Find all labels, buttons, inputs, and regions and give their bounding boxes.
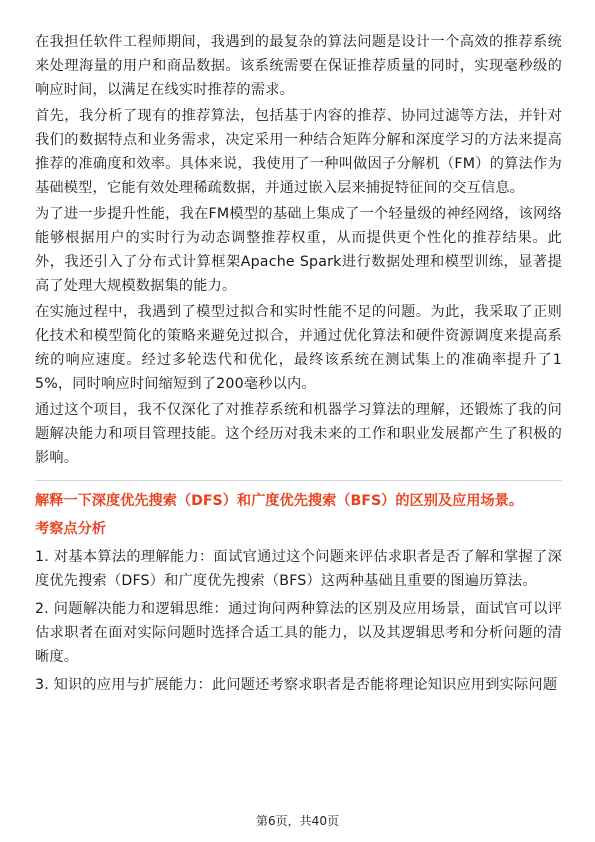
analysis-point: 1. 对基本算法的理解能力：面试官通过这个问题来评估求职者是否了解和掌握了深度优先搜索（DFS）和广度优先搜索（BFS）这两种基础且重要的图遍历算法。 <box>35 549 562 589</box>
section-title: 考察点分析 <box>35 521 106 537</box>
page-number: 第6页，共40页 <box>256 814 339 828</box>
analysis-point: 2. 问题解决能力和逻辑思维：通过询问两种算法的区别及应用场景，面试官可以评估求职者在面对实际问题时选择合适工具的能力，以及其逻辑思考和分析问题的清晰度。 <box>35 601 562 665</box>
analysis-point: 3. 知识的应用与扩展能力：此问题还考察求职者是否能将理论知识应用到实际问题 <box>35 677 558 693</box>
paragraph-conclusion: 通过这个项目，我不仅深化了对推荐系统和机器学习算法的理解，还锻炼了我的问题解决能力和项目管理技能。这个经历对我未来的工作和职业发展都产生了积极的影响。 <box>35 402 562 466</box>
section-divider <box>35 480 562 481</box>
paragraph-intro: 在我担任软件工程师期间，我遇到的最复杂的算法问题是设计一个高效的推荐系统来处理海量的用户和商品数据。该系统需要在保证推荐质量的同时，实现毫秒级的响应时间，以满足在线实时推荐的需求。 <box>35 34 562 98</box>
paragraph-implementation: 在实施过程中，我遇到了模型过拟合和实时性能不足的问题。为此，我采取了正则化技术和模型简化的策略来避免过拟合，并通过优化算法和硬件资源调度来提高系统的响应速度。经过多轮迭代和优化，最终该系统在测试集上的准确率提升了15%，同时响应时间缩短到了200毫秒以内。 <box>35 304 562 392</box>
paragraph-analysis: 首先，我分析了现有的推荐算法，包括基于内容的推荐、协同过滤等方法，并针对我们的数据特点和业务需求，决定采用一种结合矩阵分解和深度学习的方法来提高推荐的准确度和效率。具体来说，我使用了一种叫做因子分解机（FM）的算法作为基础模型，它能有效处理稀疏数据，并通过嵌入层来捕捉特征间的交互信息。 <box>35 108 562 196</box>
interview-question: 解释一下深度优先搜索（DFS）和广度优先搜索（BFS）的区别及应用场景。 <box>35 493 524 509</box>
paragraph-improvement: 为了进一步提升性能，我在FM模型的基础上集成了一个轻量级的神经网络，该网络能够根据用户的实时行为动态调整推荐权重，从而提供更个性化的推荐结果。此外，我还引入了分布式计算框架Apache Spark进行数据处理和模型训练，显著提高了处理大规模数据集的能力。 <box>35 206 562 294</box>
document-body <box>35 30 562 701</box>
